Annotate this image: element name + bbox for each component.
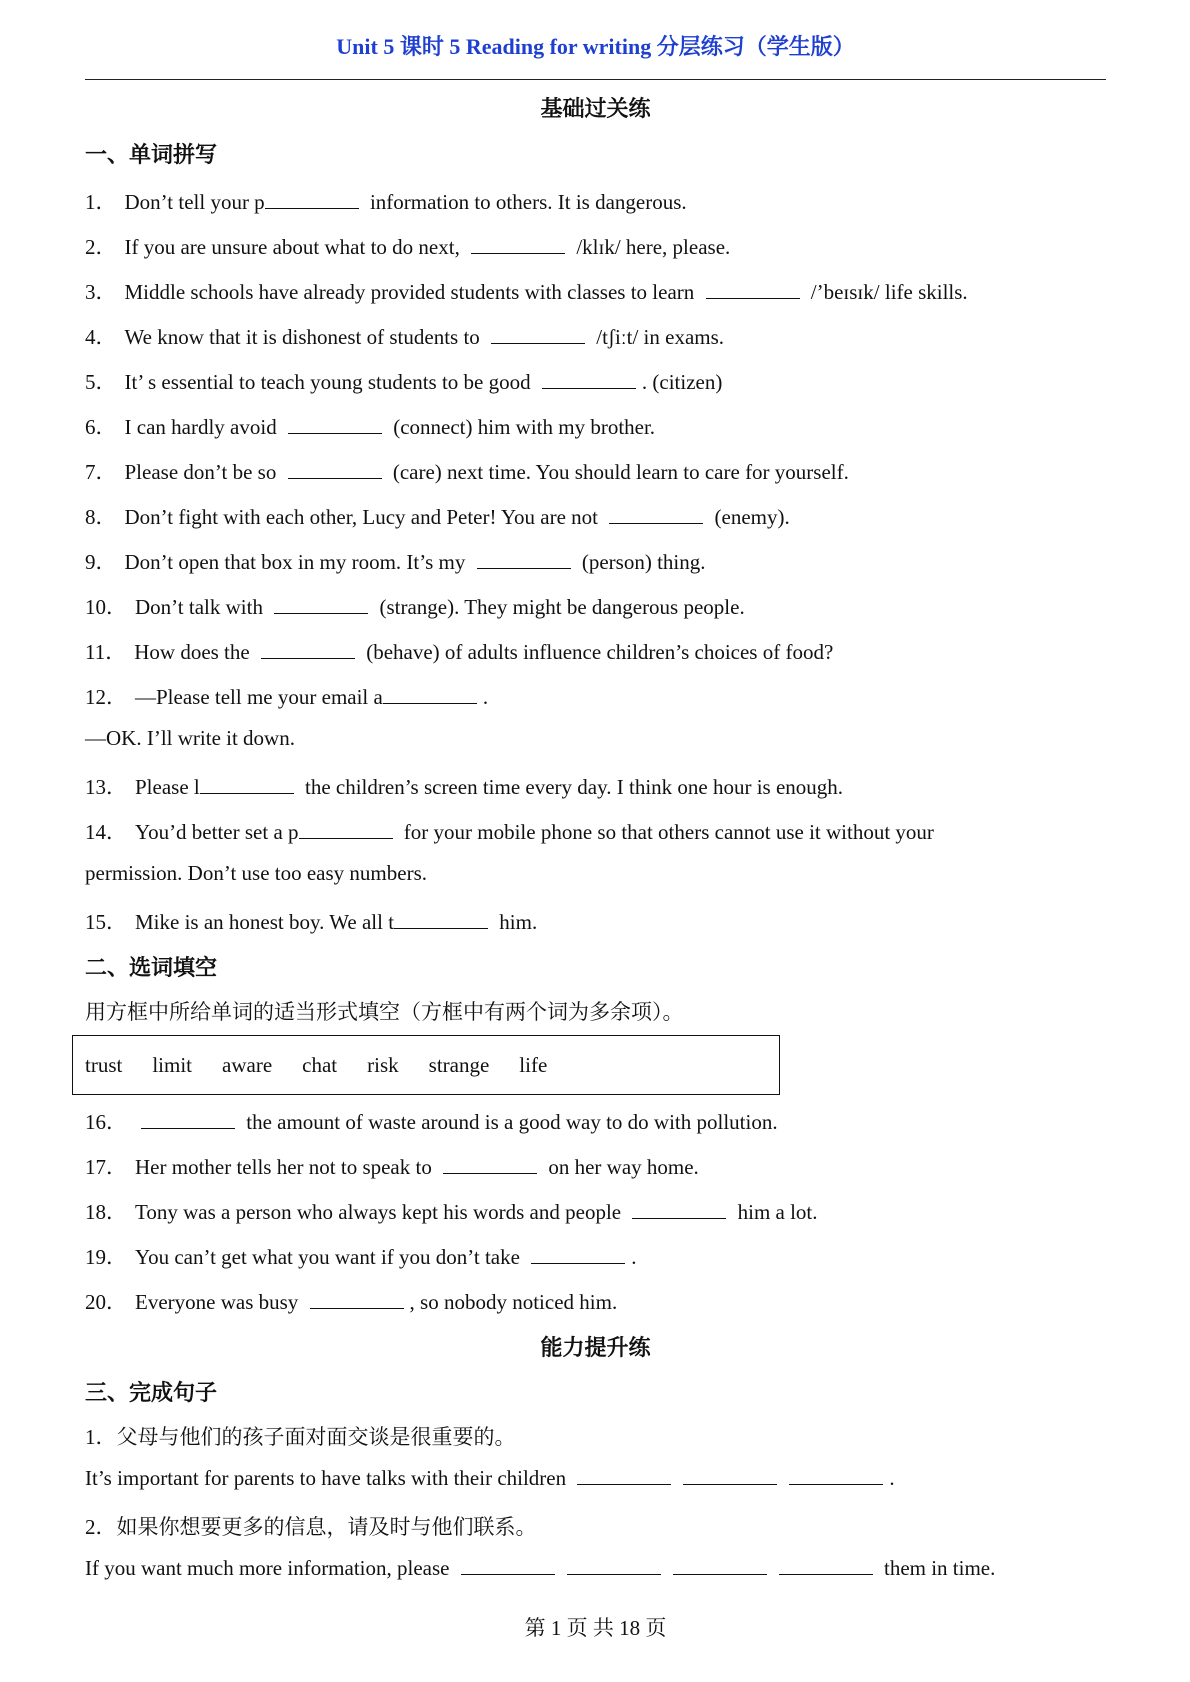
answer-blank[interactable] [383, 685, 477, 704]
answer-blank[interactable] [531, 1245, 625, 1264]
word-option: trust [85, 1052, 123, 1077]
question-13: 13． Please l the children’s screen time every day. I think one hour is enough. [85, 775, 844, 799]
question-5: 5． It’ s essential to teach young students to be good . (citizen) [85, 370, 723, 394]
question-8: 8． Don’t fight with each other, Lucy and Peter! You are not (enemy). [85, 505, 790, 529]
question-6: 6． I can hardly avoid (connect) him with my brother. [85, 415, 656, 439]
answer-blank[interactable] [443, 1155, 537, 1174]
question-15: 15． Mike is an honest boy. We all t him. [85, 910, 538, 934]
basic-level-heading: 基础过关练 [540, 96, 651, 121]
word-option: risk [367, 1052, 399, 1077]
answer-blank[interactable] [274, 595, 368, 614]
sentence-1-english: It’s important for parents to have talks with their children . [85, 1466, 895, 1490]
answer-blank[interactable] [471, 235, 565, 254]
answer-blank[interactable] [491, 325, 585, 344]
question-9: 9． Don’t open that box in my room. It’s my (person) thing. [85, 550, 706, 574]
word-option: life [519, 1052, 548, 1077]
answer-blank[interactable] [200, 775, 294, 794]
word-box [72, 1035, 780, 1095]
question-14: 14． You’d better set a p for your mobile phone so that others cannot use it without your [85, 820, 934, 844]
question-12-reply: —OK. I’ll write it down. [85, 726, 295, 750]
answer-blank[interactable] [673, 1556, 767, 1575]
question-2: 2． If you are unsure about what to do next, /klɪk/ here, please. [85, 235, 731, 259]
header-divider [85, 79, 1106, 80]
word-option: strange [428, 1052, 490, 1077]
section-1-heading: 一、单词拼写 [85, 142, 218, 167]
question-16: 16． the amount of waste around is a good way to do with pollution. [85, 1110, 778, 1134]
advanced-level-heading: 能力提升练 [540, 1335, 651, 1360]
word-option: limit [152, 1052, 193, 1077]
page-number: 第 1 页 共 18 页 [524, 1616, 667, 1640]
answer-blank[interactable] [706, 280, 800, 299]
word-option: chat [302, 1052, 338, 1077]
answer-blank[interactable] [310, 1290, 404, 1309]
worksheet-title: Unit 5 课时 5 Reading for writing 分层练习（学生版） [336, 34, 855, 59]
question-20: 20． Everyone was busy , so nobody noticed him. [85, 1290, 618, 1314]
answer-blank[interactable] [265, 190, 359, 209]
section-2-instruction: 用方框中所给单词的适当形式填空（方框中有两个词为多余项）。 [85, 1000, 684, 1024]
answer-blank[interactable] [261, 640, 355, 659]
question-10: 10． Don’t talk with (strange). They might be dangerous people. [85, 595, 745, 619]
question-12: 12． —Please tell me your email a . [85, 685, 489, 709]
answer-blank[interactable] [577, 1466, 671, 1485]
section-3-heading: 三、完成句子 [85, 1380, 218, 1405]
question-7: 7． Please don’t be so (care) next time. You should learn to care for yourself. [85, 460, 849, 484]
sentence-2-chinese: 2．如果你想要更多的信息，请及时与他们联系。 [85, 1515, 537, 1539]
section-2-heading: 二、选词填空 [85, 955, 218, 980]
question-4: 4． We know that it is dishonest of students to /tʃiːt/ in exams. [85, 325, 725, 349]
question-19: 19． You can’t get what you want if you don’t take . [85, 1245, 637, 1269]
word-option: aware [222, 1052, 273, 1077]
answer-blank[interactable] [779, 1556, 873, 1575]
question-11: 11． How does the (behave) of adults influence children’s choices of food? [85, 640, 834, 664]
answer-blank[interactable] [288, 415, 382, 434]
question-17: 17． Her mother tells her not to speak to on her way home. [85, 1155, 699, 1179]
answer-blank[interactable] [632, 1200, 726, 1219]
answer-blank[interactable] [477, 550, 571, 569]
answer-blank[interactable] [683, 1466, 777, 1485]
question-3: 3． Middle schools have already provided students with classes to learn /’beɪsɪk/ life skills. [85, 280, 968, 304]
answer-blank[interactable] [141, 1110, 235, 1129]
sentence-1-chinese: 1．父母与他们的孩子面对面交谈是很重要的。 [85, 1425, 516, 1449]
question-1: 1． Don’t tell your p information to others. It is dangerous. [85, 190, 687, 214]
question-14-continued: permission. Don’t use too easy numbers. [85, 861, 427, 885]
answer-blank[interactable] [288, 460, 382, 479]
answer-blank[interactable] [567, 1556, 661, 1575]
answer-blank[interactable] [299, 820, 393, 839]
sentence-2-english: If you want much more information, please them in time. [85, 1556, 996, 1580]
answer-blank[interactable] [789, 1466, 883, 1485]
answer-blank[interactable] [609, 505, 703, 524]
answer-blank[interactable] [394, 910, 488, 929]
answer-blank[interactable] [542, 370, 636, 389]
answer-blank[interactable] [461, 1556, 555, 1575]
question-18: 18． Tony was a person who always kept his words and people him a lot. [85, 1200, 818, 1224]
